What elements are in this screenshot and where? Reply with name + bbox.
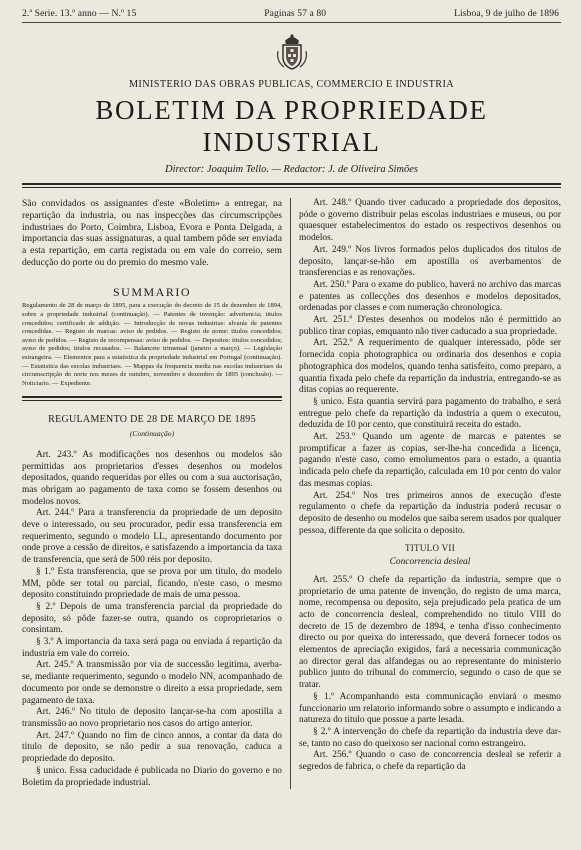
left-column <box>22 198 290 789</box>
article-paragraph: Art. 250.º Para o exame do publico, haverá no archivo das marcas e patentes as collecções dos desenhos e modelos depositados, ordenadas por classes e com numeração chronologica. <box>299 279 561 314</box>
summary-divider-thin <box>22 400 282 401</box>
editors-line: Director: Joaquim Tello. — Redactor: J. de Oliveira Simões <box>22 164 561 185</box>
article-paragraph: Art. 256.º Quando o caso de concorrencia desleal se referir a segredos de fabrica, o chefe da repartição da <box>299 750 561 773</box>
two-column-body <box>22 198 561 789</box>
article-paragraph: Art. 243.º As modificações nos desenhos ou modelos são permittidas aos proprietarios d'esses desenhos ou modelos depositados, quando requeridas por elles ou com a sua auctorisação, mas obrigam ao pagamento de taxa como se fossem desenhos ou modelos novos. <box>22 449 282 507</box>
title-vii-subheading: Concorrencia desleal <box>389 557 471 568</box>
article-paragraph: § 2.º Depois de uma transferencia parcial da propriedade do deposito, só pôde fazer-se outra, quando os coproprietarios o consintam. <box>22 601 282 636</box>
article-paragraph: § unico. Esta quantia servirá para pagamento do trabalho, e será entregue pelo chefe da repartição da industria a quem o executou, deduzida de 10 por cento, que constituirá receita do estado. <box>299 396 561 431</box>
summary-text: Regulamento de 28 de março de 1895, para a execução do decreto de 15 de dezembro de 1894, sobre a propriedade industrial (continuação). — Patentes de invenção: advertencia; titulos concedidos; certificado de addição. — Introducção de novas industrias: alvarás de patentes concedidas. — Registo de marcas: aviso de pedidos. — Registo de nome: titulos concedidos; aviso de pedidos. — Registo de recompensas: aviso de pedidos. — Depositos: titulos concedidos; aviso de pedidos; titulos recusados. — Balancete trimensal (janeiro a março). — Legislação estrangeira. — Elementos para a estatistica da propriedade industrial em Portugal (continuação). — Estatistica das escolas industriaes. — Mappas da frequencia media nas escolas industriaes da circumscripção do norte nos mezes de outubro, novembro e dezembro de 1895 (conclusão). — Noticiario. — Expediente. <box>22 302 282 387</box>
summary-heading: SUMMARIO <box>112 284 191 299</box>
left-articles <box>22 450 282 789</box>
article-paragraph: Art. 247.º Quando no fim de cinco annos, a contar da data do titulo de deposito, se não pedir a sua renovação, caduca a propriedade do deposito. <box>22 730 282 765</box>
header-line <box>22 8 561 23</box>
article-paragraph: § unico. Essa caducidade é publicada no Diario do governo e no Boletim da propriedade industrial. <box>22 765 282 788</box>
bulletin-title: BOLETIM DA PROPRIEDADE INDUSTRIAL <box>95 95 488 157</box>
article-paragraph: Art. 252.º A requerimento de qualquer interessado, pôde ser fornecida copia photographica ou ordinaria dos desenhos e copia photographica dos modelos, quando tenha satisfeito, como preparo, a quantia fixada pelo chefe da repartição da industria, entregando-se as ditas copias ao requerente. <box>299 338 561 396</box>
title-vii-heading: TITULO VII <box>404 543 456 554</box>
article-paragraph: Art. 253.º Quando um agente de marcas e patentes se promptificar a fazer as copias, ser-lhe-ha concedida a licença, pagando n'este caso, como emolumentos para o estado, a quantia indicada pelo chefe da repartição, calculada em 10 por cento do valor das mesmas copias. <box>299 432 561 489</box>
article-paragraph: Art. 255.º O chefe da repartição da industria, sempre que o proprietario de uma patente de invenção, do registo de uma marca, nome, recompensa ou deposito, seja prejudicado pela pratica de um acto de concorrencia desleal, comprehendido no titulo VIII do decreto de 15 de dezembro de 1894, e tenha d'isso conhecimento directo ou por queixa do interessado, que deverá fornecer todos os elementos de apreciação exigidos, fará a necessaria communicação ao director geral das alfandegas ou ao representante do ministerio publico junto do tribunal do commercio, segundo o caso de que se tratar. <box>299 574 561 691</box>
regulation-heading: REGULAMENTO DE 28 DE MARÇO DE 1895 <box>48 414 256 426</box>
article-paragraph: § 3.º A importancia da taxa será paga ou enviada á repartição da industria em vale do correio. <box>22 637 282 659</box>
notice-text: São convidados os assignantes d'este «Boletim» a entregar, na repartição da industria, ou nas inspecções das circumscripções industriaes do Porto, Coimbra, Lisboa, Evora e Ponta Delgada, a importancia das suas assignaturas, a qual tambem pôde ser enviada a esta repartição, em carta registada ou em vale do correio, sem deducção do porte ou do premio do mesmo vale. <box>22 198 282 268</box>
article-paragraph: § 1.º Esta transferencia, que se prova por um titulo, do modelo MM, pôde ser total ou parcial, ficando, n'este caso, o mesmo deposito constituindo propriedade de mais de uma pessoa. <box>22 566 282 601</box>
ministry-name: MINISTERIO DAS OBRAS PUBLICAS, COMMERCIO E INDUSTRIA <box>128 79 455 90</box>
article-paragraph: Art. 249.º Nos livros formados pelos duplicados dos titulos de deposito, lançar-se-hão em apostilla os averbamentos de transferencias e as renovações. <box>299 244 561 279</box>
article-paragraph: Art. 251.º D'estes desenhos ou modelos não é permittido ao publico tirar copias, emquanto não tiver caducado a sua propriedade. <box>299 315 561 337</box>
subscribers-notice <box>22 198 282 269</box>
coat-of-arms-icon <box>22 33 561 71</box>
article-paragraph: Art. 244.º Para a transferencia da propriedade de um deposito deve o interessado, ou seu procurador, pedir essa transferencia em requerimento, segundo o modelo LL, apresentando documento por onde prove a cessão de direitos, e satisfazendo a importancia da taxa de transferencia, que será de 500 réis por deposito. <box>22 508 282 566</box>
article-paragraph: Art. 245.º A transmissão por via de successão legitima, averba-se, mediante requerimento, segundo o modelo NN, acompanhado de documento por onde se demonstre o direito a essa propriedade, sem pagamento de taxa. <box>22 660 282 706</box>
summary-divider <box>22 396 282 398</box>
page-range: Paginas 57 a 80 <box>264 8 327 19</box>
regulation-subheading: (Continuação) <box>129 429 175 439</box>
article-paragraph: § 2.º A intervenção do chefe da repartição da industria deve dar-se, tanto no caso do queixoso ser nacional como estrangeiro. <box>299 726 561 749</box>
series-number: 2.ª Serie. 13.º anno — N.º 15 <box>22 8 137 19</box>
article-paragraph: Art. 248.º Quando tiver caducado a propriedade dos depositos, póde o governo distribuir pelas escolas industriaes e museus, ou por quaesquer estabelecimentos do estado os respectivos desenhos ou modelos. <box>299 198 561 244</box>
place-date: Lisboa, 9 de julho de 1896 <box>454 8 559 19</box>
right-column <box>290 198 561 789</box>
article-paragraph: Art. 254.º Nos tres primeiros annos de execução d'este regulamento o chefe da repartição da industria poderá recusar o deposito de desenho ou modelos que saiba serem usados por qualquer pessoa, differente da que solicita o deposito. <box>299 490 561 536</box>
masthead-divider <box>22 187 561 188</box>
article-paragraph: Art. 246.º No titulo de deposito lançar-se-ha com apostilla a transmissão ao novo proprietario nos casos do artigo anterior. <box>22 707 282 729</box>
article-paragraph: § 1.º Acompanhando esta communicação enviará o mesmo funccionario um relatorio informando sobre o assumpto e indicando a natureza do titulo que possue a parte lesada. <box>299 691 561 726</box>
